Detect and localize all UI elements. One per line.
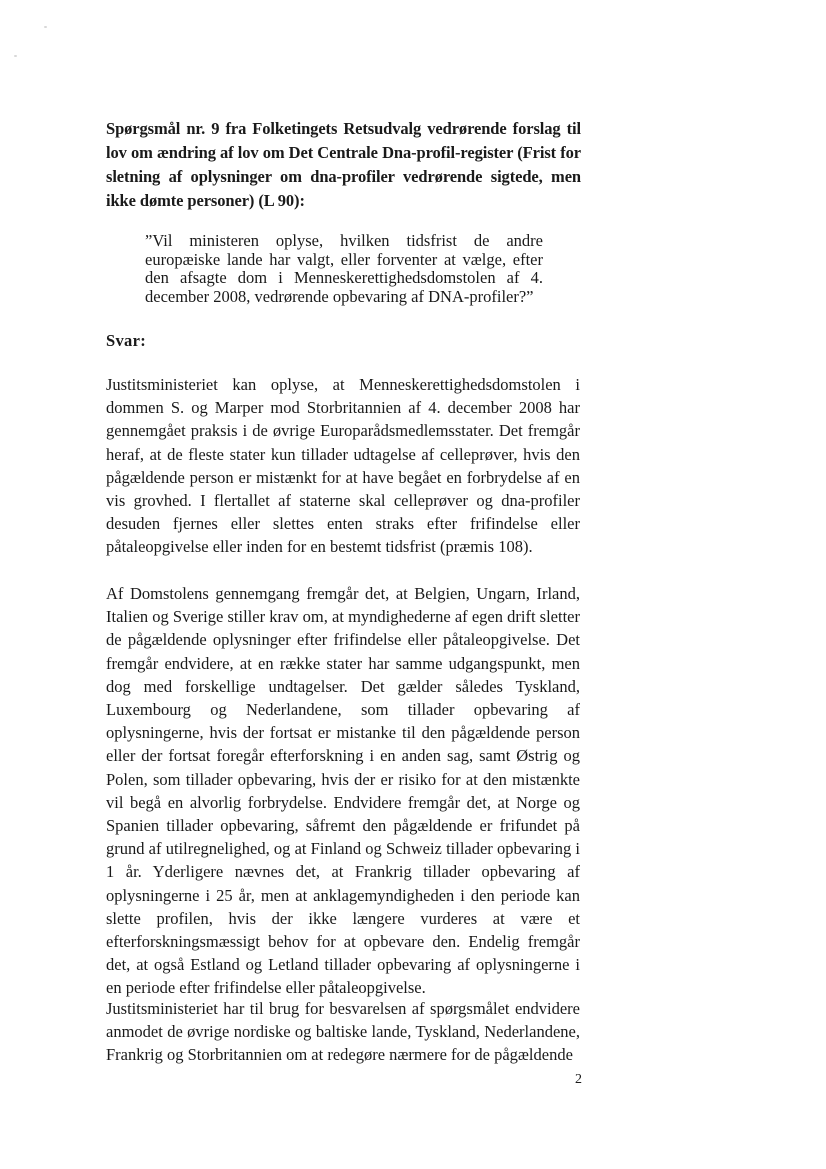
answer-paragraph-2: Af Domstolens gennemgang fremgår det, at Belgien, Ungarn, Irland, Italien og Sverige stiller krav om, at myndighederne af egen drift sletter de pågældende oplysninger efter frifindelse eller påtaleopgivelse. Det fremgår endvidere, at en række stater har samme udgangspunkt, men dog med forskellige undtagelser. Det gælder således Tyskland, Luxembourg og Nederlandene, som tillader opbevaring af oplysningerne, hvis der fortsat er mistanke til den pågældende person eller der fortsat foregår efterforskning i en anden sag, samt Østrig og Polen, som tillader opbevaring, hvis der er risiko for at den mistænkte vil begå en alvorlig forbrydelse. Endvidere fremgår det, at Norge og Spanien tillader opbevaring, såfremt den pågældende er frifundet på grund af utilregnelighed, og at Finland og Schweiz tillader opbevaring i 1 år. Yderligere nævnes det, at Frankrig tillader opbevaring af oplysningerne i 25 år, men at anklagemyndigheden i den periode kan slette profilen, hvis der ikke længere vurderes at være et efterforskningsmæssigt behov for at opbevare den. Endelig fremgår det, at også Estland og Letland tillader opbevaring af oplysningerne i en periode efter frifindelse eller påtaleopgivelse. (106, 584, 580, 998)
question-heading: Spørgsmål nr. 9 fra Folketingets Retsudvalg vedrørende forslag til lov om ændring af lov om Det Centrale Dna-profil-register (Frist for sletning af oplysninger om dna-profiler vedrørende sigtede, men ikke dømte personer) (L 90): (106, 119, 581, 210)
scan-speck (44, 26, 47, 28)
question-quote: ”Vil ministeren oplyse, hvilken tidsfrist de andre europæiske lande har valgt, eller forventer at vælge, efter den afsagte dom i Menneskerettighedsdomstolen af 4. december 2008, vedrørende opbevaring af DNA-profiler?” (145, 231, 543, 306)
answer-paragraph-1: Justitsministeriet kan oplyse, at Menneskerettighedsdomstolen i dommen S. og Marper mod Storbritannien af 4. december 2008 har gennemgået praksis i de øvrige Europarådsmedlemsstater. Det fremgår heraf, at de fleste stater kun tillader udtagelse af celleprøver, hvis den pågældende person er mistænkt for at have begået en forbrydelse af en vis grovhed. I flertallet af staterne skal celleprøver og dna-profiler desuden fjernes eller slettes enten straks efter frifindelse eller påtaleopgivelse eller inden for en bestemt tidsfrist (præmis 108). (106, 375, 580, 557)
answer-label: Svar: (106, 331, 146, 350)
page-number: 2 (575, 1072, 582, 1087)
answer-paragraph-3: Justitsministeriet har til brug for besvarelsen af spørgsmålet endvidere anmodet de øvrige nordiske og baltiske lande, Tyskland, Nederlandene, Frankrig og Storbritannien om at redegøre nærmere for de pågældende (106, 999, 580, 1065)
scan-speck (14, 55, 17, 57)
